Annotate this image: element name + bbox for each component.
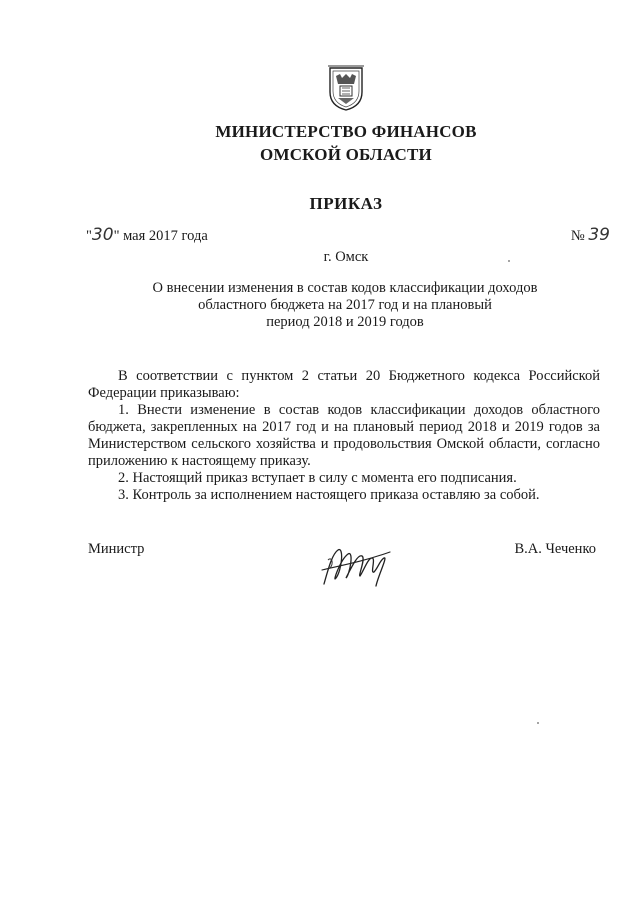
handwritten-signature xyxy=(318,540,394,592)
body-intro: В соответствии с пунктом 2 статьи 20 Бюджетного кодекса Российской Федерации приказываю: xyxy=(88,368,600,401)
date-month-year: мая 2017 года xyxy=(123,228,208,244)
body-item-2: 2. Настоящий приказ вступает в силу с момента его подписания. xyxy=(118,470,517,486)
document-number xyxy=(571,225,610,245)
organization-name-line-2: ОМСКОЙ ОБЛАСТИ xyxy=(260,145,432,164)
number-prefix: № xyxy=(570,228,585,244)
subject-line-3: период 2018 и 2019 годов xyxy=(266,314,424,330)
organization-name-line-1: МИНИСТЕРСТВО ФИНАНСОВ xyxy=(215,122,477,141)
document-type: ПРИКАЗ xyxy=(309,194,383,213)
subject-line-2: областного бюджета на 2017 год и на плановый xyxy=(198,297,492,313)
signer-name: В.А. Чеченко xyxy=(514,541,596,557)
coat-of-arms-icon xyxy=(326,62,366,112)
document-date xyxy=(86,225,208,245)
number-handwritten: 39 xyxy=(588,225,610,245)
signer-title: Министр xyxy=(88,541,145,557)
date-quote-close: " xyxy=(113,228,120,244)
scan-speck xyxy=(508,260,510,262)
body-item-3: 3. Контроль за исполнением настоящего приказа оставляю за собой. xyxy=(118,487,540,503)
date-day-handwritten: 30 xyxy=(91,225,114,245)
scan-speck xyxy=(537,722,539,724)
document-subject xyxy=(120,280,570,331)
subject-line-1: О внесении изменения в состав кодов классификации доходов xyxy=(152,280,538,296)
document-body xyxy=(88,368,600,504)
body-item-1: 1. Внести изменение в состав кодов классификации доходов областного бюджета, закрепленных на 2017 год и на плановый период 2018 и 2019 годов за Министерством сельского хозяйства и продовольствия Омской области, согласно приложению к настоящему приказу. xyxy=(88,402,600,469)
city: г. Омск xyxy=(323,249,369,265)
date-quote-open: " xyxy=(86,228,92,244)
